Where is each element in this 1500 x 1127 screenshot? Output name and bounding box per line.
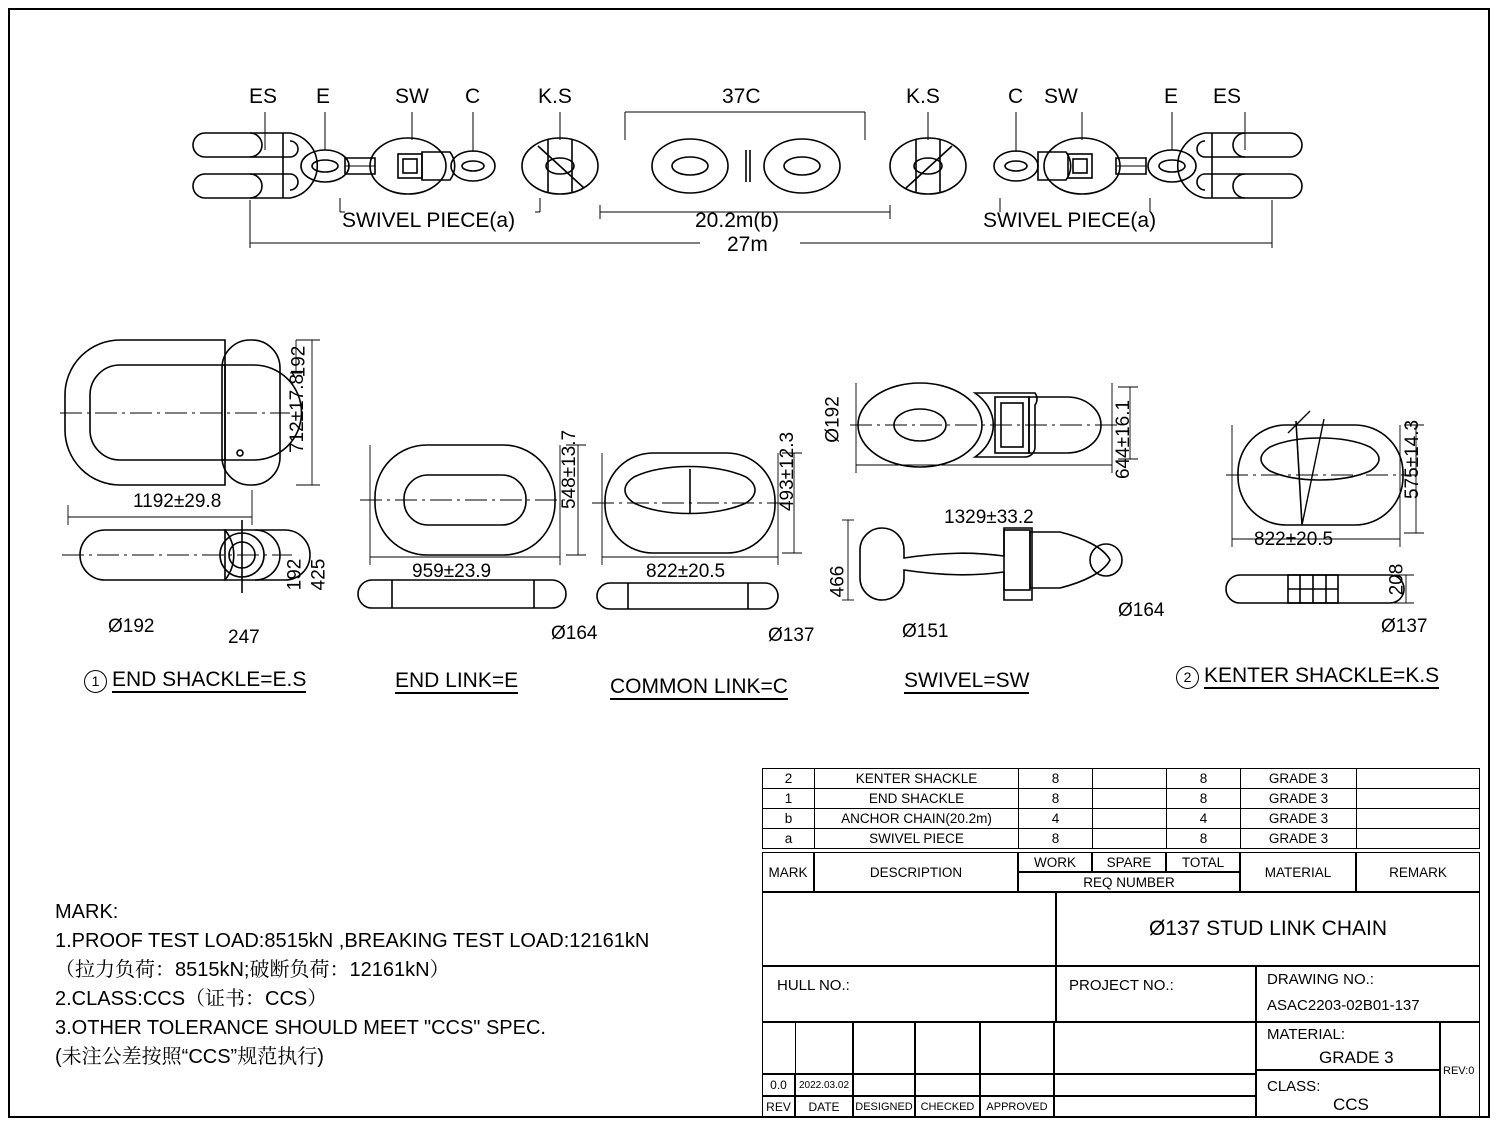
callout-c-left: C [465, 85, 481, 108]
end-shackle-width-dim: 1192±29.8 [133, 491, 222, 512]
end-shackle-height-dim: 712±17.8 [287, 373, 309, 454]
bom-description: KENTER SHACKLE [815, 769, 1019, 789]
drawing-no-value: ASAC2203-02B01-137 [1267, 997, 1420, 1014]
bom-remark [1357, 829, 1480, 849]
bom-mark: a [763, 829, 815, 849]
revision-date-value: 2022.03.02 [795, 1074, 853, 1096]
end-shackle-side-192-dim: 192 [284, 558, 306, 591]
table-row [763, 789, 1480, 809]
bom-total: 4 [1167, 809, 1241, 829]
revision-header-designed: DESIGNED [853, 1096, 915, 1118]
drawing-no-cell [1256, 966, 1480, 1022]
callout-37c: 37C [722, 85, 761, 108]
revision-col-checked-top [915, 1022, 980, 1074]
callout-e-left: E [316, 85, 331, 108]
table-row [763, 769, 1480, 789]
callout-sw-left: SW [395, 85, 429, 108]
bom-work: 8 [1019, 769, 1093, 789]
kenter-item-number: 2 [1176, 666, 1199, 689]
revision-header-date: DATE [795, 1096, 853, 1118]
common-link-caption: COMMON LINK=C [610, 675, 788, 698]
bom-mark: 1 [763, 789, 815, 809]
swivel-piece-right-label: SWIVEL PIECE(a) [983, 209, 1157, 232]
material-label: MATERIAL: [1267, 1026, 1346, 1043]
note-line-4: 3.OTHER TOLERANCE SHOULD MEET "CCS" SPEC. [55, 1017, 546, 1039]
chain-total-length: 27m [727, 233, 768, 256]
bom-mark: b [763, 809, 815, 829]
swivel-height-dim: 644±16.1 [1113, 399, 1135, 480]
bom-mark: 2 [763, 769, 815, 789]
revision-rev-value: 0.0 [762, 1074, 795, 1096]
bom-spare [1093, 809, 1167, 829]
end-shackle-dia-dim: Ø192 [108, 616, 155, 637]
table-row [763, 829, 1480, 849]
bom-total: 8 [1167, 829, 1241, 849]
revision-col-date-top [795, 1022, 853, 1074]
bom-material: GRADE 3 [1241, 809, 1357, 829]
swivel-dia-151-dim: Ø151 [902, 621, 949, 642]
end-shackle-caption-group [84, 669, 306, 693]
revision-col-approved-top [980, 1022, 1054, 1074]
bom-remark [1357, 789, 1480, 809]
revision-header-extra [1054, 1096, 1256, 1118]
bom-total: 8 [1167, 789, 1241, 809]
bom-header-spare: SPARE [1092, 852, 1166, 872]
bom-work: 8 [1019, 829, 1093, 849]
bom-header-mark: MARK [762, 852, 814, 892]
drawing-no-label: DRAWING NO.: [1267, 971, 1374, 988]
revision-col-designed-top [853, 1022, 915, 1074]
end-shackle-425-dim: 425 [308, 558, 330, 591]
notes-block [55, 898, 649, 1072]
callout-es-right: ES [1213, 85, 1242, 108]
swivel-dia-164-dim: Ø164 [1118, 600, 1165, 621]
bom-total: 8 [1167, 769, 1241, 789]
bom-description: END SHACKLE [815, 789, 1019, 809]
revision-col-extra-top [1054, 1022, 1256, 1074]
note-line-3: 2.CLASS:CCS（证书：CCS） [55, 988, 328, 1010]
class-value: CCS [1333, 1095, 1369, 1114]
bom-spare [1093, 789, 1167, 809]
end-shackle-item-number: 1 [84, 670, 107, 693]
bom-header-req-number: REQ NUMBER [1018, 872, 1240, 892]
bom-spare [1093, 829, 1167, 849]
bom-remark [1357, 809, 1480, 829]
note-line-1: 1.PROOF TEST LOAD:8515kN ,BREAKING TEST LOAD:12161kN [55, 930, 650, 952]
end-shackle-247-dim: 247 [228, 627, 260, 648]
kenter-height-dim: 575±14.3 [1402, 419, 1424, 500]
callout-c-right: C [1008, 85, 1024, 108]
bom-header-work: WORK [1018, 852, 1092, 872]
kenter-caption: KENTER SHACKLE=K.S [1204, 664, 1440, 687]
swivel-caption: SWIVEL=SW [904, 669, 1030, 692]
notes-title: MARK: [55, 901, 119, 923]
bom-header-total: TOTAL [1166, 852, 1240, 872]
swivel-dia-top-dim: Ø192 [822, 396, 844, 443]
callout-sw-right: SW [1044, 85, 1078, 108]
bom-header-remark: REMARK [1356, 852, 1480, 892]
swivel-width-dim: 1329±33.2 [944, 507, 1034, 528]
hull-no-cell [762, 966, 1056, 1022]
material-value: GRADE 3 [1319, 1048, 1394, 1067]
project-no-cell [1056, 966, 1256, 1022]
kenter-width-dim: 822±20.5 [1254, 529, 1334, 550]
project-no-label: PROJECT NO.: [1069, 977, 1174, 994]
revision-checked-value [915, 1074, 980, 1096]
revision-approved-value [980, 1074, 1054, 1096]
bom-remark [1357, 769, 1480, 789]
bom-description: ANCHOR CHAIN(20.2m) [815, 809, 1019, 829]
swivel-466-dim: 466 [827, 565, 849, 598]
bom-header-description: DESCRIPTION [814, 852, 1018, 892]
revision-header-approved: APPROVED [980, 1096, 1054, 1118]
bom-material: GRADE 3 [1241, 769, 1357, 789]
note-line-5: (未注公差按照“CCS”规范执行) [55, 1046, 324, 1068]
end-link-caption: END LINK=E [395, 669, 519, 692]
bom-description: SWIVEL PIECE [815, 829, 1019, 849]
hull-no-label: HULL NO.: [777, 977, 850, 994]
rev-cell [1440, 1022, 1480, 1118]
kenter-dia-dim: Ø137 [1381, 616, 1428, 637]
product-title: Ø137 STUD LINK CHAIN [1056, 892, 1480, 966]
bom-work: 8 [1019, 789, 1093, 809]
callout-ks-right: K.S [906, 85, 940, 108]
material-cell [1256, 1022, 1440, 1070]
bom-table [762, 768, 1480, 849]
bom-material: GRADE 3 [1241, 829, 1357, 849]
note-line-2: （拉力负荷：8515kN;破断负荷：12161kN） [55, 959, 450, 981]
chain-mid-length: 20.2m(b) [695, 209, 780, 232]
revision-header-rev: REV [762, 1096, 795, 1118]
title-block-left-empty [762, 892, 1056, 966]
rev-label: REV:0 [1443, 1065, 1475, 1077]
class-cell [1256, 1070, 1440, 1118]
swivel-piece-left-label: SWIVEL PIECE(a) [342, 209, 516, 232]
end-link-width-dim: 959±23.9 [412, 561, 492, 582]
kenter-caption-group [1176, 665, 1439, 689]
bom-work: 4 [1019, 809, 1093, 829]
callout-es-left: ES [249, 85, 278, 108]
callout-e-right: E [1164, 85, 1179, 108]
end-shackle-192-dim: 192 [288, 345, 310, 378]
bom-header-material: MATERIAL [1240, 852, 1356, 892]
kenter-208-dim: 208 [1386, 563, 1408, 596]
end-shackle-caption: END SHACKLE=E.S [112, 668, 307, 691]
revision-extra-value [1054, 1074, 1256, 1096]
callout-ks-left: K.S [538, 85, 572, 108]
table-row [763, 809, 1480, 829]
revision-designed-value [853, 1074, 915, 1096]
common-link-width-dim: 822±20.5 [646, 561, 726, 582]
bom-spare [1093, 769, 1167, 789]
class-label: CLASS: [1267, 1078, 1321, 1095]
bom-material: GRADE 3 [1241, 789, 1357, 809]
end-link-height-dim: 548±13.7 [559, 429, 581, 510]
end-link-dia-dim: Ø164 [551, 623, 598, 644]
common-link-dia-dim: Ø137 [768, 625, 815, 646]
revision-header-checked: CHECKED [915, 1096, 980, 1118]
common-link-height-dim: 493±12.3 [777, 431, 799, 512]
